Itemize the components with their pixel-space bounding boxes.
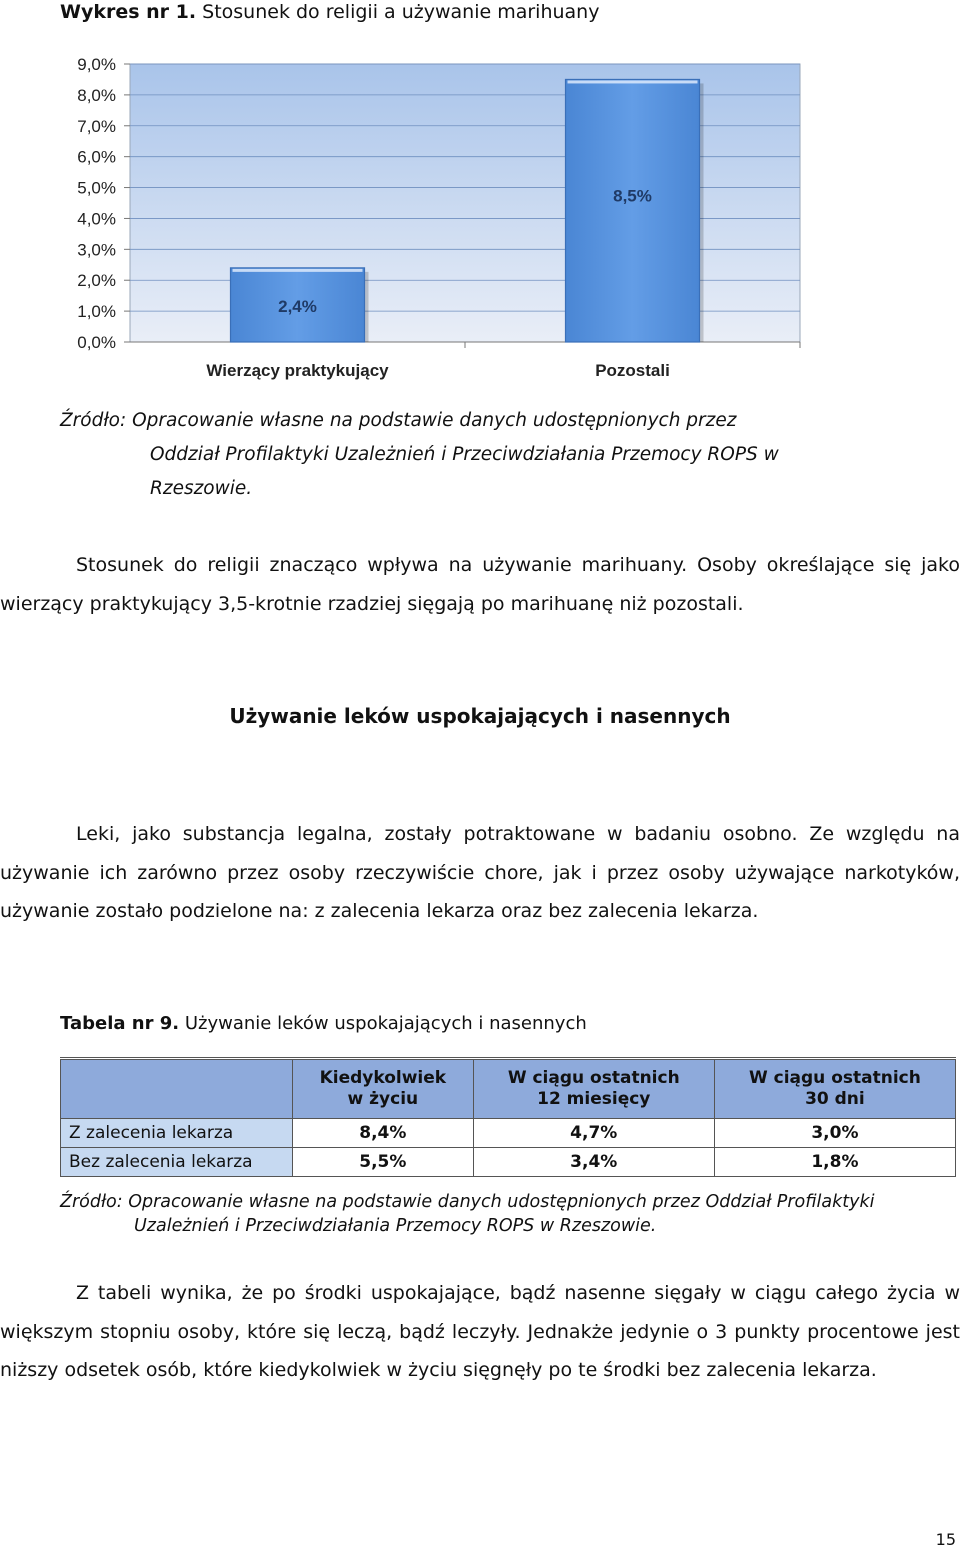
medication-table [60, 1057, 956, 1177]
y-tick-label: 0,0% [77, 333, 116, 352]
section-heading: Używanie leków uspokajających i nasennych [229, 704, 731, 728]
chart-caption-text: Stosunek do religii a używanie marihuany [196, 1, 600, 23]
table-corner-cell [61, 1059, 293, 1119]
bar-chart [0, 40, 960, 400]
paragraph-marijuana [0, 546, 960, 623]
table-cell: 4,7% [473, 1119, 714, 1148]
bar-highlight [233, 269, 363, 272]
table-cell: 3,4% [473, 1148, 714, 1177]
table-source-note [60, 1190, 960, 1238]
x-category-label: Wierzący praktykujący [206, 361, 389, 380]
chart-caption-label: Wykres nr 1. [60, 1, 197, 23]
table-caption-label: Tabela nr 9. [60, 1013, 180, 1034]
table-row-label: Bez zalecenia lekarza [61, 1148, 293, 1177]
paragraph-medication-text: Leki, jako substancja legalna, zostały potraktowane w badaniu osobno. Ze względu na używanie ich zarówno przez osoby rzeczywiście chore, jak i przez osoby używające narkotyków, używanie zostało podzielone na: z zalecenia lekarza oraz bez zalecenia lekarza. [0, 823, 960, 923]
table-cell: 3,0% [714, 1119, 955, 1148]
chart-source-rest: Oddział Profilaktyki Uzależnień i Przeciwdziałania Przemocy ROPS w Rzeszowie. [150, 444, 779, 499]
table-row-label: Z zalecenia lekarza [61, 1119, 293, 1148]
chart-source-note [60, 404, 820, 506]
paragraph-marijuana-text: Stosunek do religii znacząco wpływa na używanie marihuany. Osoby określające się jako wierzący praktykujący 3,5-krotnie rzadziej sięgają po marihuanę niż pozostali. [0, 554, 960, 615]
y-tick-label: 9,0% [77, 55, 116, 74]
y-tick-label: 5,0% [77, 178, 116, 198]
y-tick-label: 6,0% [77, 147, 116, 167]
table-cell: 5,5% [293, 1148, 474, 1177]
table-header-30-days: W ciągu ostatnich 30 dni [714, 1059, 955, 1119]
y-tick-label: 3,0% [77, 240, 116, 260]
y-tick-label: 1,0% [77, 302, 116, 322]
y-tick-label: 8,0% [77, 85, 116, 105]
table-caption [60, 1013, 587, 1034]
table-source-rest: Uzależnień i Przeciwdziałania Przemocy ROPS w Rzeszowie. [134, 1216, 657, 1236]
chart-caption [60, 1, 599, 23]
table-cell: 1,8% [714, 1148, 955, 1177]
table-header-12-months: W ciągu ostatnich 12 miesięcy [473, 1059, 714, 1119]
table-row [61, 1148, 956, 1177]
page-number: 15 [935, 1530, 956, 1549]
bar [566, 79, 700, 342]
table-cell: 8,4% [293, 1119, 474, 1148]
bar-value-label: 2,4% [278, 296, 317, 316]
y-tick-label: 4,0% [77, 209, 116, 229]
table-header-lifetime: Kiedykolwiek w życiu [293, 1059, 474, 1119]
y-tick-label: 2,0% [77, 271, 116, 291]
bar-value-label: 8,5% [613, 186, 652, 206]
paragraph-conclusion [0, 1274, 960, 1390]
x-category-label: Pozostali [595, 361, 670, 380]
table-row [61, 1119, 956, 1148]
table-caption-text: Używanie leków uspokajających i nasennych [179, 1013, 587, 1034]
chart-source-lead: Źródło: Opracowanie własne na podstawie danych udostępnionych przez [60, 410, 737, 431]
bar-highlight [568, 80, 698, 83]
table-source-lead: Źródło: Opracowanie własne na podstawie danych udostępnionych przez Oddział Profilaktyki [60, 1192, 875, 1212]
table-header-row [61, 1059, 956, 1119]
y-tick-label: 7,0% [77, 116, 116, 136]
paragraph-conclusion-text: Z tabeli wynika, że po środki uspokajające, bądź nasenne sięgały w ciągu całego życia w większym stopniu osoby, które się leczą, bądź leczyły. Jednakże jedynie o 3 punkty procentowe jest niższy odsetek osób, które kiedykolwiek w życiu sięgnęły po te środki bez zalecenia lekarza. [0, 1282, 960, 1382]
paragraph-medication [0, 815, 960, 931]
